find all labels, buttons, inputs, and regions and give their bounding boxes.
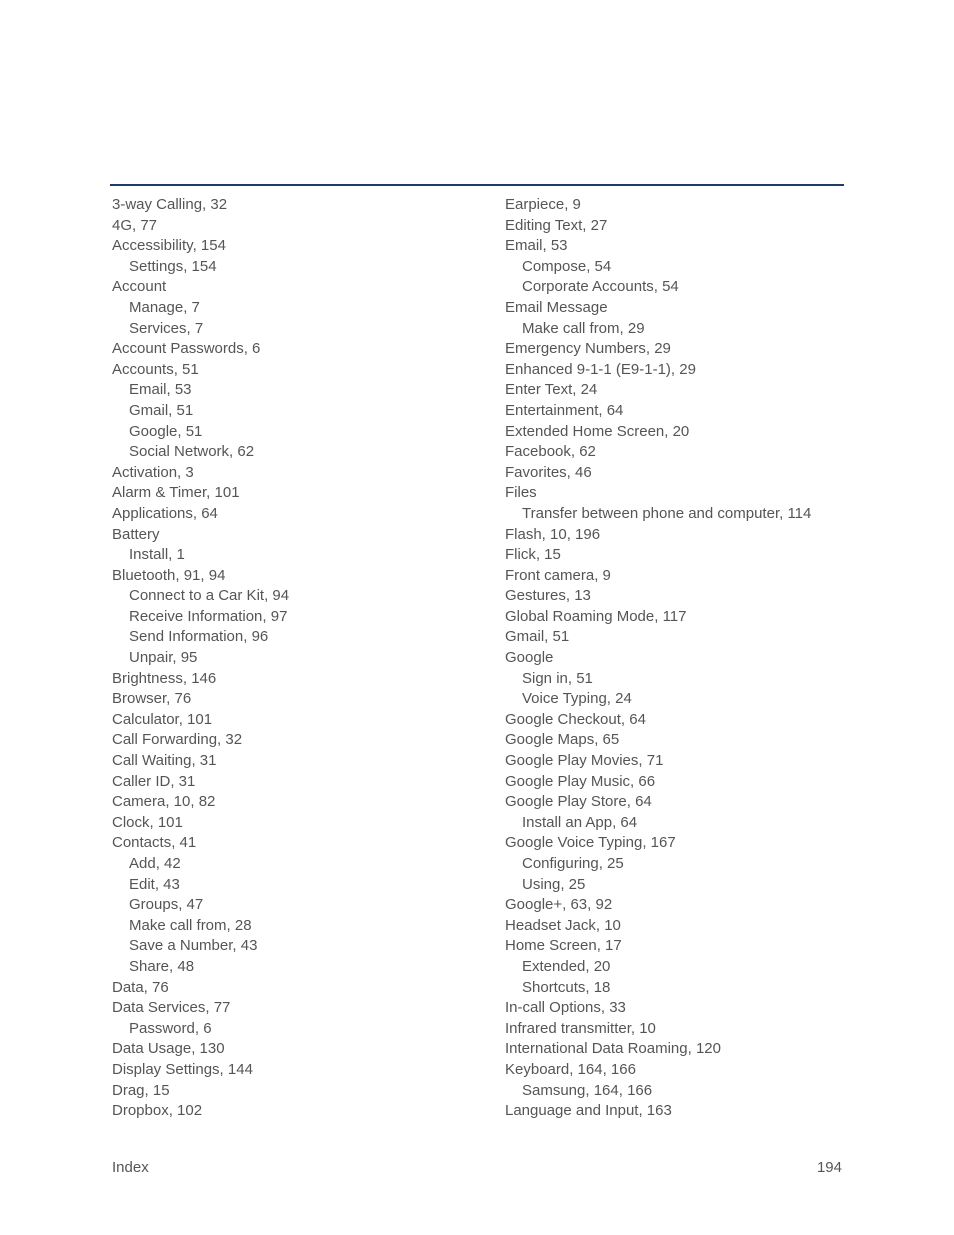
index-entry: Bluetooth, 91, 94 — [112, 566, 226, 584]
index-entry: Gmail, 51 — [505, 628, 570, 646]
index-entry: Calculator, 101 — [112, 710, 213, 728]
index-entry: Google+, 63, 92 — [505, 896, 613, 914]
index-entry: Drag, 15 — [112, 1081, 170, 1099]
index-subentry: Manage, 7 — [129, 298, 200, 316]
index-subentry: Password, 6 — [129, 1019, 212, 1037]
index-subentry: Settings, 154 — [129, 257, 217, 275]
index-column-left — [112, 195, 482, 1122]
index-entry: Account Passwords, 6 — [112, 340, 261, 358]
index-entry: Accounts, 51 — [112, 360, 199, 378]
index-subentry: Save a Number, 43 — [129, 937, 258, 955]
index-entry: Camera, 10, 82 — [112, 793, 216, 811]
index-entry: Favorites, 46 — [505, 463, 592, 481]
index-entry: Google Checkout, 64 — [505, 710, 646, 728]
index-subentry: Install, 1 — [129, 546, 185, 564]
index-subentry: Edit, 43 — [129, 875, 180, 893]
index-entry: Enhanced 9-1-1 (E9-1-1), 29 — [505, 360, 696, 378]
footer-section-label: Index — [112, 1159, 149, 1176]
index-subentry: Email, 53 — [129, 381, 192, 399]
index-entry: Email, 53 — [505, 237, 568, 255]
index-entry: Browser, 76 — [112, 690, 192, 708]
index-entry: Gestures, 13 — [505, 587, 591, 605]
index-entry: Entertainment, 64 — [505, 401, 624, 419]
index-entry: Editing Text, 27 — [505, 216, 608, 234]
index-entry: Extended Home Screen, 20 — [505, 422, 690, 440]
index-subentry: Share, 48 — [129, 957, 195, 975]
index-subentry: Install an App, 64 — [522, 813, 638, 831]
index-entry: Data, 76 — [112, 978, 169, 996]
index-entry: Call Forwarding, 32 — [112, 731, 243, 749]
index-entry: Contacts, 41 — [112, 834, 197, 852]
index-entry: Keyboard, 164, 166 — [505, 1060, 636, 1078]
index-entry: Display Settings, 144 — [112, 1060, 253, 1078]
index-entry: In-call Options, 33 — [505, 999, 626, 1017]
index-entry: Data Services, 77 — [112, 999, 231, 1017]
index-entry: Dropbox, 102 — [112, 1102, 203, 1120]
index-subentry: Send Information, 96 — [129, 628, 269, 646]
index-subentry: Make call from, 29 — [522, 319, 645, 337]
index-subentry: Groups, 47 — [129, 896, 204, 914]
index-entry: Infrared transmitter, 10 — [505, 1019, 656, 1037]
index-subentry: Social Network, 62 — [129, 443, 255, 461]
index-entry: Language and Input, 163 — [505, 1102, 672, 1120]
index-entry: Enter Text, 24 — [505, 381, 598, 399]
index-subentry: Shortcuts, 18 — [522, 978, 611, 996]
index-entry: Google Play Store, 64 — [505, 793, 652, 811]
index-entry: Front camera, 9 — [505, 566, 611, 584]
index-entry: Brightness, 146 — [112, 669, 217, 687]
index-subentry: Google, 51 — [129, 422, 203, 440]
index-entry: Google Play Movies, 71 — [505, 752, 664, 770]
index-subentry: Unpair, 95 — [129, 649, 198, 667]
index-subentry: Gmail, 51 — [129, 401, 194, 419]
index-entry: Facebook, 62 — [505, 443, 596, 461]
index-subentry: Transfer between phone and computer, 114 — [522, 504, 812, 522]
index-entry: Caller ID, 31 — [112, 772, 196, 790]
index-entry: Activation, 3 — [112, 463, 194, 481]
index-column-right — [505, 195, 845, 1122]
header-rule — [110, 184, 844, 186]
index-entry: Applications, 64 — [112, 504, 218, 522]
index-subentry: Make call from, 28 — [129, 916, 252, 934]
index-entry: Clock, 101 — [112, 813, 183, 831]
index-entry: Account — [112, 278, 167, 296]
index-entry: Data Usage, 130 — [112, 1040, 225, 1058]
index-entry: Emergency Numbers, 29 — [505, 340, 671, 358]
index-subentry: Extended, 20 — [522, 957, 611, 975]
index-entry: International Data Roaming, 120 — [505, 1040, 721, 1058]
index-entry: Alarm & Timer, 101 — [112, 484, 240, 502]
index-entry: Battery — [112, 525, 160, 543]
index-subentry: Voice Typing, 24 — [522, 690, 632, 708]
index-subentry: Samsung, 164, 166 — [522, 1081, 653, 1099]
index-subentry: Compose, 54 — [522, 257, 612, 275]
footer-page-number: 194 — [816, 1159, 842, 1176]
index-entry: Earpiece, 9 — [505, 196, 581, 213]
index-entry: Global Roaming Mode, 117 — [505, 607, 687, 625]
index-subentry: Sign in, 51 — [522, 669, 593, 687]
index-subentry: Receive Information, 97 — [129, 607, 288, 625]
index-entry: Google — [505, 649, 554, 667]
index-entry: Accessibility, 154 — [112, 237, 226, 255]
index-subentry: Using, 25 — [522, 875, 586, 893]
index-entry: Google Play Music, 66 — [505, 772, 656, 790]
index-subentry: Configuring, 25 — [522, 855, 624, 872]
index-subentry: Services, 7 — [129, 319, 204, 337]
index-entry: 3-way Calling, 32 — [112, 196, 228, 213]
index-entry: Google Maps, 65 — [505, 731, 620, 749]
index-entry: Home Screen, 17 — [505, 937, 622, 955]
index-entry: Flick, 15 — [505, 546, 561, 564]
index-entry: 4G, 77 — [112, 216, 158, 234]
index-entry: Call Waiting, 31 — [112, 752, 217, 770]
index-entry: Flash, 10, 196 — [505, 525, 601, 543]
index-entry: Email Message — [505, 298, 608, 316]
index-subentry: Connect to a Car Kit, 94 — [129, 587, 290, 605]
index-subentry: Add, 42 — [129, 855, 181, 872]
index-entry: Files — [505, 484, 537, 502]
index-subentry: Corporate Accounts, 54 — [522, 278, 679, 296]
index-entry: Google Voice Typing, 167 — [505, 834, 676, 852]
index-entry: Headset Jack, 10 — [505, 916, 621, 934]
